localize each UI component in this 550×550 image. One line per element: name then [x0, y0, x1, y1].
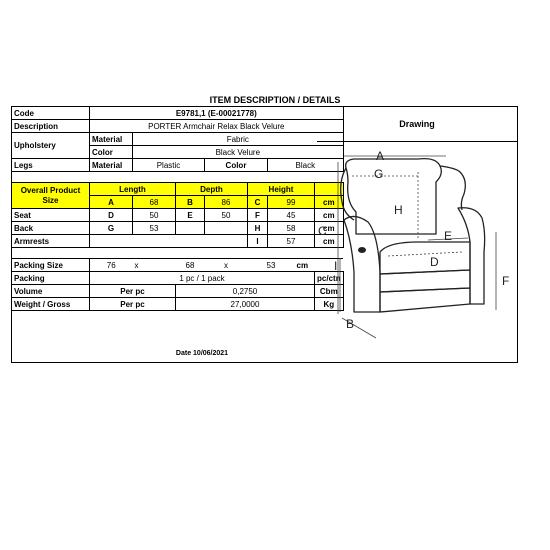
drawing-letter-b: B [346, 317, 355, 331]
value-c: 99 [268, 196, 315, 209]
armchair-drawing-svg [318, 142, 517, 362]
value-d: 50 [133, 209, 176, 222]
back-label: Back [12, 222, 90, 235]
row-gap [12, 172, 344, 183]
description-label: Description [12, 120, 90, 133]
length-label: Length [90, 183, 176, 196]
dim-line-d [388, 252, 462, 256]
legs-material-value: Plastic [133, 159, 205, 172]
row-gap-2 [12, 248, 344, 259]
drawing-letter-h: H [394, 203, 403, 217]
letter-d: D [90, 209, 133, 222]
drawing-letter-c: C [318, 224, 327, 238]
value-g: 53 [133, 222, 176, 235]
legs-color-value: Black [268, 159, 344, 172]
height-label: Height [248, 183, 315, 196]
letter-f: F [248, 209, 268, 222]
packing-size-v3: 53 [266, 260, 276, 270]
letter-e: E [176, 209, 205, 222]
row-volume [12, 285, 344, 298]
row-weight [12, 298, 344, 311]
drawing-letter-f: F [502, 274, 510, 288]
row-description [12, 120, 344, 133]
packing-size-x1: x [134, 260, 139, 270]
chair-handle-icon [358, 247, 366, 253]
letter-g: G [90, 222, 133, 235]
depth-label: Depth [176, 183, 248, 196]
spec-table [11, 106, 344, 311]
letter-i: I [248, 235, 268, 248]
row-packing [12, 272, 344, 285]
description-value: PORTER Armchair Relax Black Velure [90, 120, 344, 133]
volume-per: Per pc [90, 285, 176, 298]
seat-unit: cm [315, 209, 344, 222]
row-armrests [12, 235, 344, 248]
letter-b: B [176, 196, 205, 209]
volume-unit: Cbm [315, 285, 344, 298]
upholstery-color-label: Color [90, 146, 133, 159]
chair-back-outline [346, 159, 442, 234]
code-value: E9781,1 (E-00021778) [90, 107, 344, 120]
volume-label: Volume [12, 285, 90, 298]
weight-per: Per pc [90, 298, 176, 311]
row-seat [12, 209, 344, 222]
value-a: 68 [133, 196, 176, 209]
value-i: 57 [268, 235, 315, 248]
value-e: 50 [205, 209, 248, 222]
chair-right-armrest [458, 208, 485, 304]
upholstery-label: Upholstery [12, 133, 90, 159]
row-legs [12, 159, 344, 172]
drawing-letter-g: G [374, 167, 384, 181]
letter-c: C [248, 196, 268, 209]
chair-seat-cushion [380, 242, 470, 274]
armrests-label: Armrests [12, 235, 90, 248]
overall-size-label: Overall Product Size [12, 183, 90, 209]
drawing-letter-i: I [334, 259, 338, 273]
packing-size-x2: x [224, 260, 228, 270]
armrests-unit: cm [315, 235, 344, 248]
packing-value: 1 pc / 1 pack [90, 272, 315, 285]
legs-material-label: Material [90, 159, 133, 172]
row-back [12, 222, 344, 235]
document-title: ITEM DESCRIPTION / DETAILS [209, 95, 341, 105]
chair-left-armrest [344, 216, 380, 312]
value-f: 45 [268, 209, 315, 222]
volume-value: 0,2750 [176, 285, 315, 298]
letter-a: A [90, 196, 133, 209]
chair-seat-front [380, 270, 470, 292]
row-packing-size [12, 259, 344, 272]
weight-label: Weight / Gross [12, 298, 90, 311]
packing-size-v1: 76 [106, 260, 116, 270]
drawing-letter-e: E [444, 229, 453, 243]
row-code [12, 107, 344, 120]
back-unit: cm [315, 222, 344, 235]
upholstery-material-value: Fabric [133, 133, 344, 146]
legs-label: Legs [12, 159, 90, 172]
value-b: 86 [205, 196, 248, 209]
weight-value: 27,0000 [176, 298, 315, 311]
packing-size-v2: 68 [185, 260, 195, 270]
upholstery-color-value: Black Velure [133, 146, 344, 159]
row-upholstery-material [12, 133, 344, 146]
date-label: Date 10/06/2021 [175, 350, 229, 357]
chair-right-wing [440, 166, 465, 210]
drawing-letter-a: A [376, 149, 385, 163]
row-overall-head [12, 183, 344, 196]
drawing-letter-d: D [430, 255, 439, 269]
letter-h: H [248, 222, 268, 235]
value-h: 58 [268, 222, 315, 235]
drawing-header: Drawing [317, 106, 518, 142]
overall-unit: cm [315, 196, 344, 209]
upholstery-material-label: Material [90, 133, 133, 146]
code-label: Code [12, 107, 90, 120]
packing-size-unit: cm [296, 260, 309, 270]
packing-label: Packing [12, 272, 90, 285]
packing-unit: pc/ctn [315, 272, 344, 285]
armchair-drawing [318, 142, 517, 362]
packing-size-label: Packing Size [12, 259, 90, 272]
weight-unit: Kg [315, 298, 344, 311]
seat-label: Seat [12, 209, 90, 222]
legs-color-label: Color [205, 159, 268, 172]
